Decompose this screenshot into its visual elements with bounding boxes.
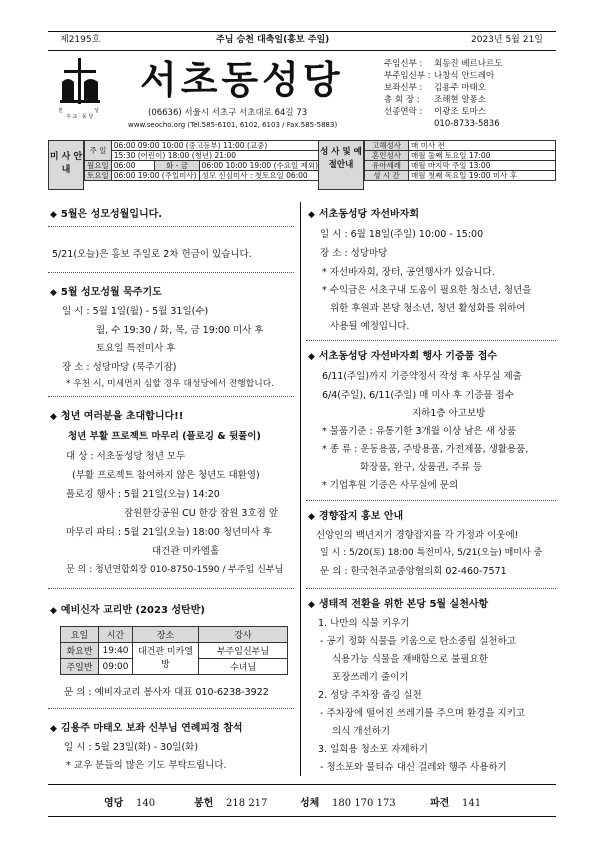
section-title: ◆ 5월은 성모성월입니다. — [50, 209, 163, 220]
section-text: 의식 개선하기 — [332, 726, 391, 737]
section-subtitle: 청년 부활 프로젝트 마무리 (플로깅 & 뒷풀이) — [68, 431, 261, 442]
section-text: 문 의 : 한국천주교중앙협의회 02-460-7571 — [320, 566, 507, 577]
diamond-icon: ◆ — [50, 724, 57, 734]
svg-text:성: 성 — [94, 108, 99, 114]
website-link[interactable]: www.seocho.org — [128, 121, 186, 129]
section-text: 장 소 : 성당마당 — [320, 248, 388, 259]
section-text: 화장품, 완구, 상품권, 주류 등 — [360, 462, 483, 473]
section-text: 식용가능 식물을 재배함으로 불필요한 — [332, 654, 488, 665]
staff-row: 부주임신부 : 나창식 안드레아 — [384, 71, 495, 81]
parish-logo — [54, 56, 108, 120]
column-divider — [300, 202, 301, 776]
table-row: 화요반 19:40 대건관 미카엘방 부주임신부님 — [61, 643, 288, 659]
section-text: * 교우 분들의 많은 기도 부탁드립니다. — [66, 760, 227, 771]
section-title: ◆ 예비신자 교리반 (2023 성탄반) — [50, 605, 205, 616]
section-text: 1. 나만의 식물 키우기 — [318, 618, 410, 629]
footer-item: 파견 141 — [430, 798, 482, 809]
section-text: 문 의 : 청년연합회장 010-8750-1590 / 부주임 신부님 — [66, 565, 284, 575]
diamond-icon: ◆ — [50, 606, 57, 616]
footer-item: 봉헌 218 217 — [194, 798, 268, 809]
sacrament-row: 유아세례 매월 마지막 주일 13:00 — [365, 161, 556, 171]
section-title: ◆ 서초동성당 자선바자회 — [308, 209, 420, 220]
diamond-icon: ◆ — [50, 412, 57, 422]
section-title: ◆ 김용주 마태오 보좌 신부님 연례피정 참석 — [50, 723, 243, 734]
section-text: 월, 수 19:30 / 화, 목, 금 19:00 미사 후 — [96, 325, 264, 336]
section-text: * 우천 시, 미세먼지 심할 경우 대성당에서 진행합니다. — [66, 379, 275, 389]
section-text: 3. 일회용 청소포 자제하기 — [318, 744, 428, 755]
diamond-icon: ◆ — [50, 288, 57, 298]
footer-item: 성체 180 170 173 — [300, 798, 396, 809]
issue-number: 제2195호 — [60, 35, 101, 45]
mass-info-label: 미 사 안 내 — [48, 140, 84, 190]
diamond-icon: ◆ — [308, 600, 315, 610]
section-text: 6/11(주일)까지 기증약정서 작성 후 사무실 제출 — [322, 371, 522, 382]
section-text: 6/4(주일), 6/11(주일) 매 미사 후 기증품 접수 — [322, 390, 514, 401]
section-text: 신앙인의 백년지기 경향잡지를 각 가정과 이웃에! — [316, 530, 519, 541]
mass-schedule-table — [84, 140, 321, 181]
section-text: 위한 후원과 본당 청소년, 청년 활성화를 위하여 — [330, 303, 526, 314]
section-text: * 물품기준 : 유통기한 3개월 이상 남은 새 상품 — [322, 426, 517, 437]
staff-list — [384, 58, 554, 130]
sacrament-row: 고해성사 매 미사 전 — [365, 141, 556, 151]
section-title: ◆ 서초동성당 자선바자회 행사 기증품 접수 — [308, 351, 498, 362]
diamond-icon: ◆ — [308, 210, 315, 220]
section-text: 대 상 : 서초동성당 청년 모두 — [66, 451, 186, 462]
section-title: ◆ 5월 성모성월 묵주기도 — [50, 287, 162, 298]
section-text: * 종 류 : 운동용품, 주방용품, 가전제품, 생활용품, — [322, 444, 529, 455]
section-title: ◆ 생태적 전환을 위한 본당 5월 실천사항 — [308, 599, 489, 610]
section-text: 5/21(오늘)은 홍보 주일로 2차 헌금이 있습니다. — [52, 249, 252, 260]
sacrament-info-label: 성 사 및 예절안내 — [318, 140, 364, 190]
mass-row: 토요일 06:00 19:00 (주일미사) 성모 신심미사 : 첫토요일 06:00 — [85, 171, 321, 181]
section-text: 일 시 : 6월 18일(주일) 10:00 - 15:00 — [320, 229, 484, 240]
section-text: * 기업후원 기증은 사무실에 문의 — [322, 480, 459, 491]
section-text: 플로깅 행사 : 5월 21일(오늘) 14:20 — [66, 489, 220, 500]
parish-address: (06636) 서울시 서초구 서초대로 64길 73 — [148, 108, 308, 118]
table-header: 요일 시간 장소 강사 — [61, 627, 288, 643]
parish-name: 서초동성당 — [140, 58, 344, 102]
section-text: - 청소포와 물티슈 대신 걸레와 행주 사용하기 — [320, 762, 507, 773]
section-text: - 공기 정화 식물을 키움으로 탄소중립 실천하고 — [320, 636, 516, 647]
section-text: - 주차장에 떨어진 쓰레기를 주으며 환경을 지키고 — [320, 708, 526, 719]
section-text: * 수익금은 서초구내 도움이 필요한 청소년, 청년을 — [322, 285, 532, 296]
svg-text:천: 천 — [58, 108, 63, 114]
section-text: 토요일 특전미사 후 — [96, 343, 176, 354]
footer-item: 영당 140 — [104, 798, 156, 809]
occasion-title: 주님 승천 대축일(홍보 주일) — [216, 35, 330, 45]
section-text: 잠원한강공원 CU 한강 잠원 3호점 앞 — [124, 508, 279, 519]
table-row: 주일반 09:00 수녀님 — [61, 659, 288, 675]
sacrament-schedule-table — [364, 140, 556, 181]
section-title: ◆ 경향잡지 홍보 안내 — [308, 511, 404, 522]
svg-text:동 당: 동 당 — [82, 114, 94, 120]
diamond-icon: ◆ — [308, 352, 315, 362]
sacrament-row: 성 시 간 매월 첫째 목요일 19:00 미사 후 — [365, 171, 556, 181]
staff-row: 총 회 장 : 조해현 알퐁소 — [384, 95, 486, 105]
section-text: 사용될 예정입니다. — [330, 321, 410, 332]
svg-text:주 교: 주 교 — [66, 114, 78, 120]
bulletin-date: 2023년 5월 21일 — [471, 35, 543, 45]
section-text: * 자선바자회, 장터, 공연행사가 있습니다. — [322, 267, 495, 278]
staff-row: 선종연락 : 이광조 토마스 — [384, 107, 486, 117]
diamond-icon: ◆ — [308, 512, 315, 522]
section-text: 문 의 : 예비자교리 봉사자 대표 010-6238-3922 — [64, 687, 269, 698]
diamond-icon: ◆ — [50, 210, 57, 220]
section-text: 일 시 : 5/20(토) 18:00 특전미사, 5/21(오늘) 매미사 중 — [320, 548, 543, 558]
section-text: 일 시 : 5월 1일(월) - 5월 31일(수) — [62, 306, 209, 317]
section-text: 2. 성당 주차장 줍깅 실천 — [318, 690, 422, 701]
section-title: ◆ 청년 여러분을 초대합니다!! — [50, 411, 184, 422]
section-text: 장 소 : 성당마당 (묵주기잠) — [62, 362, 177, 373]
catechism-table — [60, 626, 288, 675]
section-text: 일 시 : 5월 23일(화) - 30일(화) — [64, 742, 199, 753]
mass-row: 주 일 06:00 09:00 10:00 (중고등부) 11:00 (교중) — [85, 141, 321, 151]
parish-contact: (Tel.585-6101, 6102, 6103 / Fax.585-5883) — [187, 121, 338, 129]
sacrament-row: 혼인성사 매월 둘째 토요일 17:00 — [365, 151, 556, 161]
staff-row: 010-8733-5836 — [434, 119, 500, 129]
mass-row: 15:30 (어린이) 18:00 (청년) 21:00 — [85, 151, 321, 161]
section-text: 포장쓰레기 줄이기 — [332, 672, 409, 683]
section-text: 마무리 파티 : 5월 21일(오늘) 18:00 청년미사 후 — [66, 527, 272, 538]
section-text: 지하1층 아고보방 — [412, 408, 486, 419]
staff-row: 보좌신부 : 김용주 마태오 — [384, 83, 486, 93]
mass-row: 월요일 06:00 화 - 금 06:00 10:00 19:00 (수요일 제외) — [85, 161, 321, 171]
section-text: (부활 프로젝트 참여하지 않은 청년도 대환영) — [72, 470, 260, 481]
section-text: 대건관 미카엘홀 — [152, 546, 220, 557]
staff-row: 주임신부 : 최동진 베르나르도 — [384, 59, 503, 69]
